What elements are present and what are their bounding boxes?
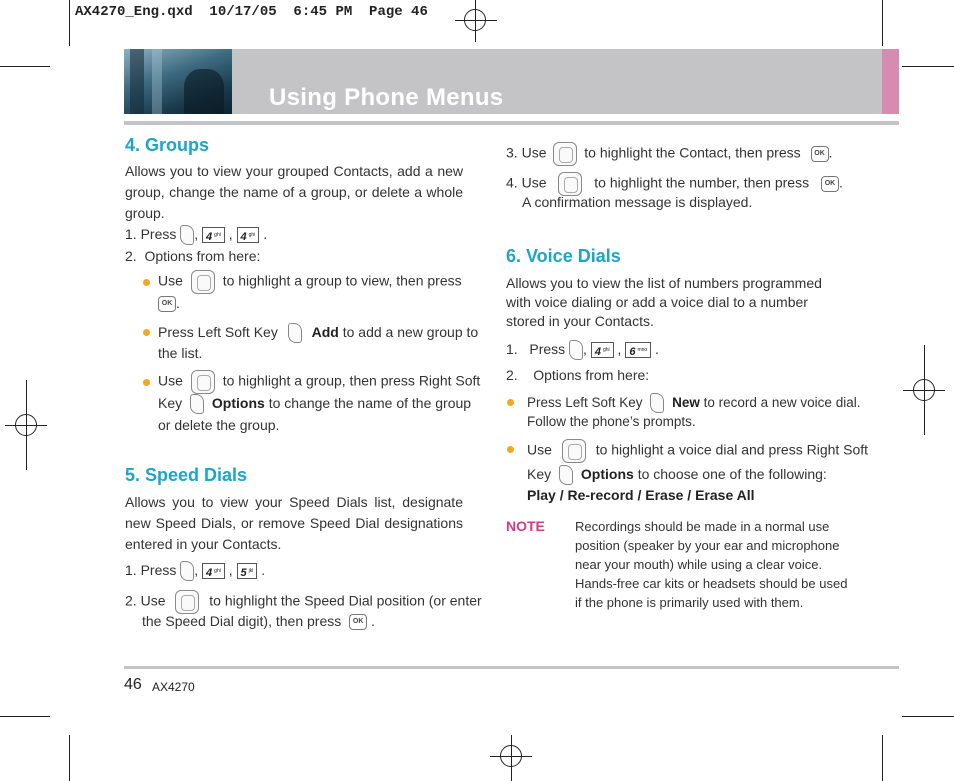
key-4-icon: 4 $^{ghi}$ — [237, 227, 260, 243]
groups-step-1: 1. Press , 4 $^{ghi}$ , 4 $^{ghi}$ . — [125, 226, 268, 244]
ok-key-icon: OK — [821, 176, 839, 192]
groups-heading: 4. Groups — [125, 135, 210, 155]
groups-option-rename: Use to highlight a group, then press Right Soft — [158, 370, 480, 394]
groups-option-add: Press Left Soft Key Add to add a new group to — [158, 322, 478, 343]
voice-dials-option-options-line2: Key Options to choose one of the following: — [527, 464, 827, 485]
speed-dials-heading: 5. Speed Dials — [125, 465, 248, 485]
groups-option-add-line2: the list. — [158, 345, 203, 361]
voice-dials-step-2: 2. Options from here: — [506, 367, 650, 383]
voice-dials-option-new: Press Left Soft Key New to record a new voice dial. — [527, 392, 860, 413]
page-number: 46 — [124, 676, 142, 693]
right-soft-key-icon — [190, 394, 204, 414]
groups-option-view-ok: OK . — [158, 293, 180, 314]
note-label: NOTE — [506, 518, 545, 534]
navigation-key-icon — [553, 142, 577, 166]
bullet — [143, 329, 150, 336]
voice-dials-choices: Play / Re-record / Erase / Erase All — [527, 487, 755, 503]
navigation-key-icon — [562, 439, 586, 463]
voice-dials-step-1: 1. Press , 4 $^{ghi}$ , 6 $^{mno}$ . — [506, 341, 659, 359]
groups-option-rename-line3: or delete the group. — [158, 417, 280, 433]
speed-dials-step-2: 2. Use to highlight the Speed Dial position (or enter — [125, 590, 482, 614]
key-4-icon: 4 $^{ghi}$ — [202, 227, 225, 243]
left-soft-key-icon — [288, 323, 302, 343]
groups-intro: Allows you to view your grouped Contacts, add a new group, change the name of a group, or delete a whole group. — [125, 163, 463, 221]
header-accent-tab — [882, 49, 899, 114]
bullet — [507, 446, 514, 453]
page-title: Using Phone Menus — [269, 84, 504, 111]
key-5-icon: 5 $^{jkl}$ — [237, 563, 258, 579]
voice-dials-option-options: Use to highlight a voice dial and press Right Soft — [527, 439, 868, 463]
footer-divider — [124, 666, 899, 669]
contact-step-3: 3. Use to highlight the Contact, then press OK . — [506, 142, 832, 166]
note-text: Recordings should be made in a normal use position (speaker by your ear and microphone near your mouth) while using a clear voice. Hands-free car kits or headsets should be used if the phone is primarily used with them. — [575, 519, 848, 610]
ok-key-icon: OK — [158, 296, 176, 312]
voice-dials-intro: Allows you to view the list of numbers programmed with voice dialing or add a voice dial to a number stored in your Contacts. — [506, 275, 822, 329]
bullet — [143, 279, 150, 286]
key-4-icon: 4 $^{ghi}$ — [591, 342, 614, 358]
ok-key-icon: OK — [349, 614, 367, 630]
navigation-key-icon — [191, 270, 215, 294]
bullet — [507, 399, 514, 406]
groups-option-view: Use to highlight a group to view, then press — [158, 270, 462, 294]
right-soft-key-icon — [559, 465, 573, 485]
contact-step-4: 4. Use to highlight the number, then press OK . — [506, 172, 843, 196]
left-soft-key-icon — [180, 225, 194, 245]
speed-dials-step-1: 1. Press , 4 $^{ghi}$ , 5 $^{jkl}$ . — [125, 562, 266, 580]
left-soft-key-icon — [180, 561, 194, 581]
key-6-icon: 6 $^{mno}$ — [625, 342, 651, 358]
model-name: AX4270 — [152, 680, 195, 694]
left-soft-key-icon — [569, 340, 583, 360]
voice-dials-heading: 6. Voice Dials — [506, 246, 621, 266]
print-slug: AX4270_Eng.qxd 10/17/05 6:45 PM Page 46 — [75, 4, 428, 20]
header-divider — [124, 121, 899, 125]
groups-option-rename-line2: Key Options to change the name of the group — [158, 393, 471, 414]
header-photo — [124, 49, 232, 114]
speed-dials-step-2-line2: the Speed Dial digit), then press OK . — [142, 613, 375, 629]
key-4-icon: 4 $^{ghi}$ — [202, 563, 225, 579]
speed-dials-intro: Allows you to view your Speed Dials list, designate new Speed Dials, or remove Speed Dial designations entered in your Contacts. — [125, 494, 463, 552]
ok-key-icon: OK — [811, 146, 829, 162]
contact-step-4-confirmation: A confirmation message is displayed. — [522, 194, 753, 210]
groups-step-2: 2. Options from here: — [125, 248, 261, 264]
voice-dials-option-new-line2: Follow the phone’s prompts. — [527, 414, 696, 429]
bullet — [143, 379, 150, 386]
navigation-key-icon — [191, 370, 215, 394]
